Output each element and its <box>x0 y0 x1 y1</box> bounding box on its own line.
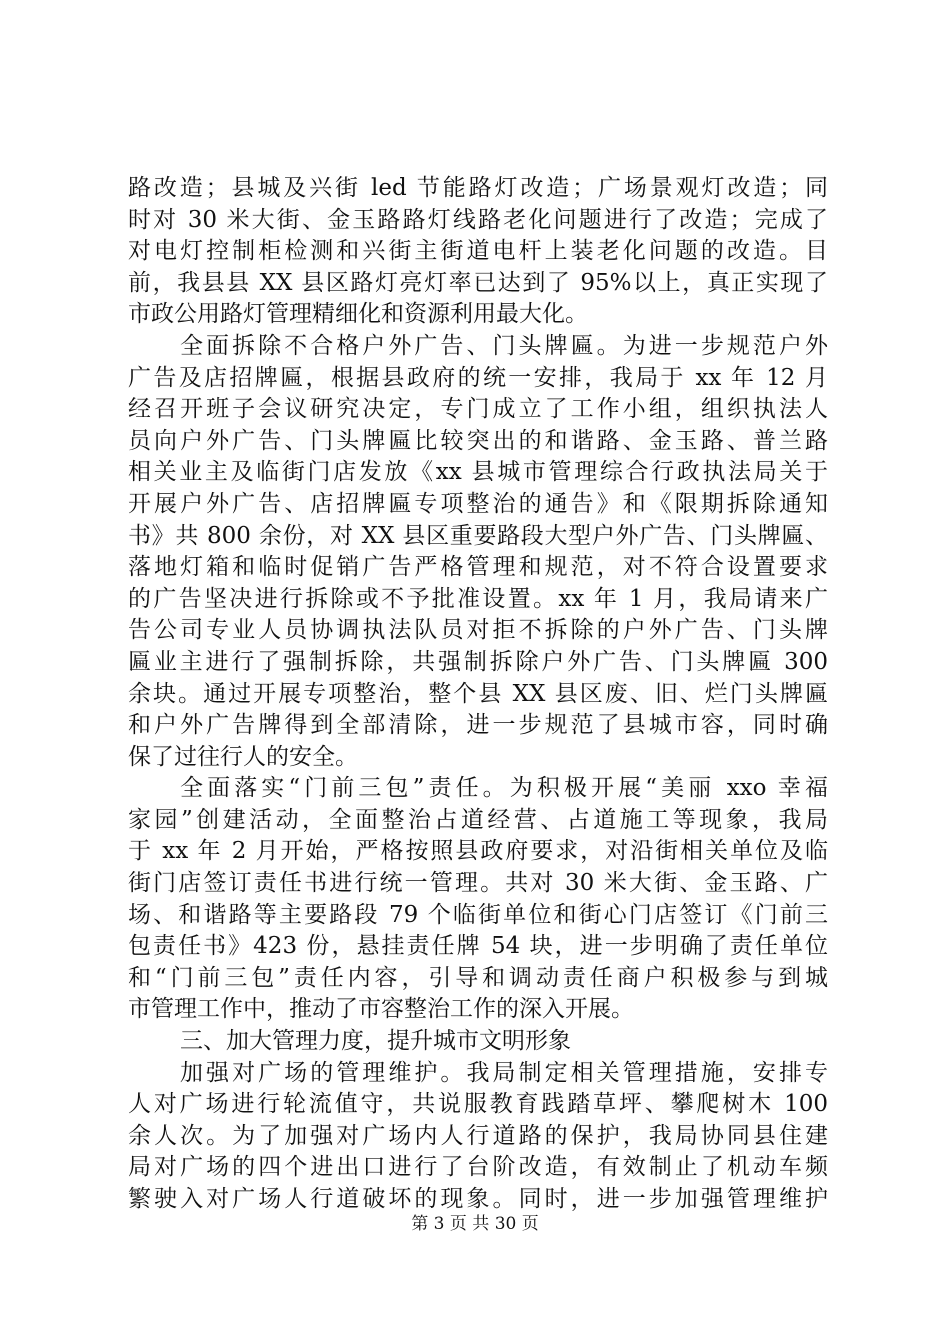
text-line: 员向户外广告、门头牌匾比较突出的和谐路、金玉路、普兰路 <box>128 427 828 454</box>
text-line: 匾业主进行了强制拆除，共强制拆除户外广告、门头牌匾 300 <box>128 648 828 675</box>
text-line: 人对广场进行轮流值守，共说服教育践踏草坪、攀爬树木 100 <box>128 1091 828 1118</box>
text-line: 家园”创建活动，全面整治占道经营、占道施工等现象，我局 <box>128 806 828 833</box>
text-line: 包责任书》423 份，悬挂责任牌 54 块，进一步明确了责任单位 <box>128 933 828 960</box>
text-line: 和“门前三包”责任内容，引导和调动责任商户积极参与到城 <box>128 964 828 991</box>
text-line: 全面拆除不合格户外广告、门头牌匾。为进一步规范户外 <box>180 332 828 359</box>
text-line: 广告及店招牌匾，根据县政府的统一安排，我局于 xx 年 12 月 <box>128 364 828 391</box>
text-line: 街门店签订责任书进行统一管理。共对 30 米大街、金玉路、广 <box>128 870 828 897</box>
page-footer: 第 3 页 共 30 页 <box>411 1214 539 1234</box>
text-line: 落地灯箱和临时促销广告严格管理和规范，对不符合设置要求 <box>128 554 828 581</box>
text-line: 市管理工作中，推动了市容整治工作的深入开展。 <box>128 996 634 1023</box>
text-line: 对电灯控制柜检测和兴街主街道电杆上装老化问题的改造。目 <box>128 238 828 265</box>
text-line: 余块。通过开展专项整治，整个县 XX 县区废、旧、烂门头牌匾 <box>128 680 828 707</box>
text-line: 的广告坚决进行拆除或不予批准设置。xx 年 1 月，我局请来广 <box>128 585 828 612</box>
text-line: 市政公用路灯管理精细化和资源利用最大化。 <box>128 301 588 328</box>
text-line: 场、和谐路等主要路段 79 个临街单位和街心门店签订《门前三 <box>128 901 828 928</box>
document-body <box>128 173 828 1216</box>
text-line: 余人次。为了加强对广场内人行道路的保护，我局协同县住建 <box>128 1122 828 1149</box>
text-line: 加强对广场的管理维护。我局制定相关管理措施，安排专 <box>180 1059 828 1086</box>
text-line: 时对 30 米大街、金玉路路灯线路老化问题进行了改造；完成了 <box>128 206 828 233</box>
text-line: 前，我县县 XX 县区路灯亮灯率已达到了 95%以上，真正实现了 <box>128 269 828 296</box>
text-line: 书》共 800 余份，对 XX 县区重要路段大型户外广告、门头牌匾、 <box>128 522 828 549</box>
text-line: 告公司专业人员协调执法队员对拒不拆除的户外广告、门头牌 <box>128 617 828 644</box>
text-line: 繁驶入对广场人行道破坏的现象。同时，进一步加强管理维护 <box>128 1186 828 1212</box>
text-line: 和户外广告牌得到全部清除，进一步规范了县城市容，同时确 <box>128 712 828 739</box>
text-line: 路改造；县城及兴街 led 节能路灯改造；广场景观灯改造；同 <box>128 175 828 201</box>
text-line: 于 xx 年 2 月开始，严格按照县政府要求，对沿街相关单位及临 <box>128 838 828 865</box>
text-line: 保了过往行人的安全。 <box>128 743 358 770</box>
text-line: 经召开班子会议研究决定，专门成立了工作小组，组织执法人 <box>128 396 828 423</box>
text-line: 全面落实“门前三包”责任。为积极开展“美丽 xxo 幸福 <box>180 775 828 802</box>
text-line: 开展户外广告、店招牌匾专项整治的通告》和《限期拆除通知 <box>128 490 828 517</box>
text-line: 三、加大管理力度，提升城市文明形象 <box>180 1028 571 1055</box>
text-line: 相关业主及临街门店发放《xx 县城市管理综合行政执法局关于 <box>128 459 828 486</box>
text-line: 局对广场的四个进出口进行了台阶改造，有效制止了机动车频 <box>128 1154 828 1181</box>
